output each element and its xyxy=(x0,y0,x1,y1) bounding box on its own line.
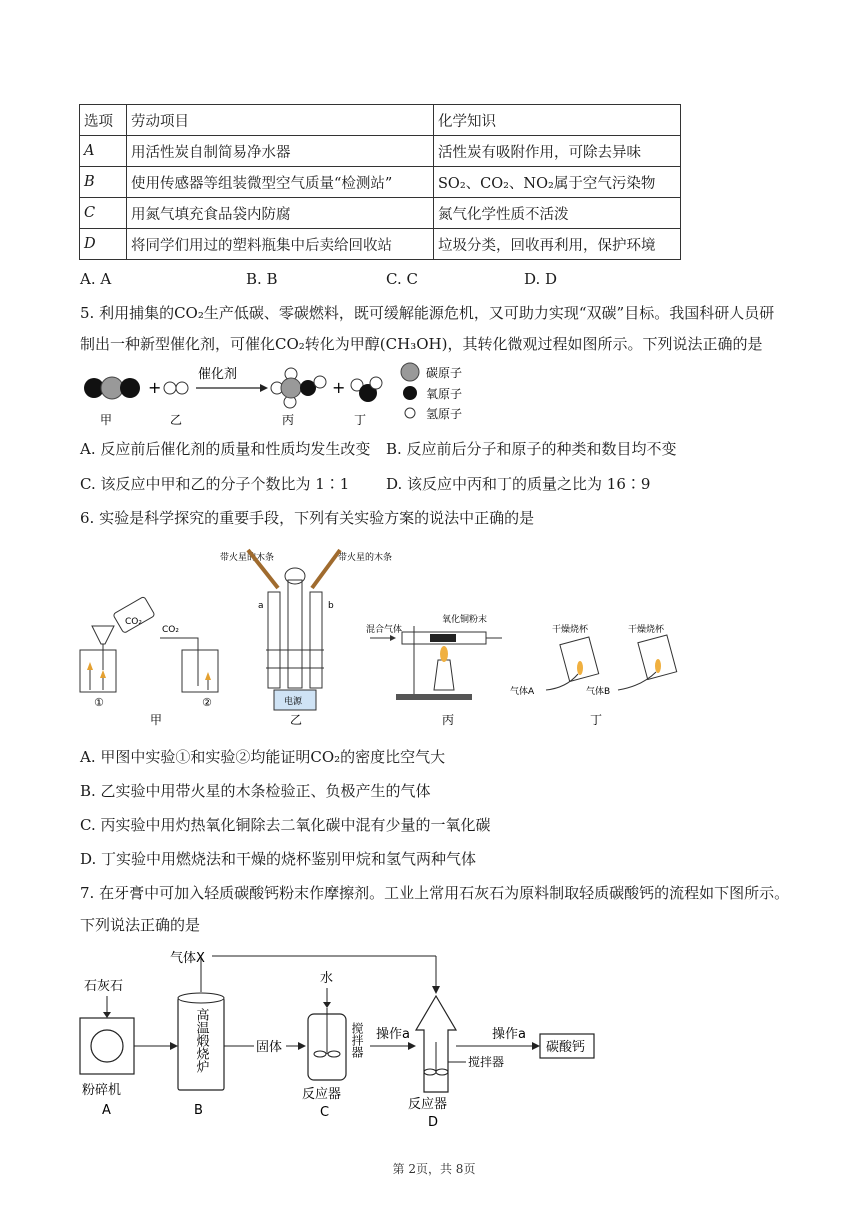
plus-sign: + xyxy=(148,378,162,397)
crusher-icon xyxy=(80,1018,134,1074)
product-label: 碳酸钙 xyxy=(546,1040,586,1055)
q5-option-a: A. 反应前后催化剂的质量和性质均发生改变 xyxy=(80,440,371,458)
q5-stem-line2: 制出一种新型催化剂，可催化CO₂转化为甲醇(CH₃OH)，其转化微观过程如图所示。下列说法正确的是 xyxy=(80,335,763,353)
label-jia: 甲 xyxy=(150,713,163,727)
q6-experiment-diagram xyxy=(70,540,710,740)
label-ding: 丁 xyxy=(354,413,367,427)
reactor-c-label: 反应器 xyxy=(302,1087,342,1102)
tube-a-label: a xyxy=(258,601,264,611)
legend-hydrogen: 氢原子 xyxy=(426,407,463,421)
label-bing: 丙 xyxy=(282,413,295,427)
table-cell: D xyxy=(80,229,127,260)
experiment-bing xyxy=(366,613,502,700)
q4-table xyxy=(79,104,681,260)
q4-option-d: D. D xyxy=(524,270,558,288)
tube-b-label: b xyxy=(328,601,334,611)
solid-label: 固体 xyxy=(256,1040,283,1055)
hydrogen-atom-icon xyxy=(405,408,415,418)
dry-beaker-label-1: 干燥烧杯 xyxy=(552,625,589,635)
table-cell: 氮气化学性质不活泼 xyxy=(434,198,681,229)
molecule-co2-icon xyxy=(84,377,140,399)
page-footer: 第 2页，共 8页 xyxy=(392,1162,476,1176)
splint-left-label: 带火星的木条 xyxy=(220,553,275,563)
label-bing: 丙 xyxy=(442,713,455,727)
q7-stem-line1: 7. 在牙膏中可加入轻质碳酸钙粉末作摩擦剂。工业上常用石灰石为原料制取轻质碳酸钙的流程如下图所示。 xyxy=(80,884,790,902)
table-cell: 垃圾分类，回收再利用，保护环境 xyxy=(434,229,681,260)
q5-option-b: B. 反应前后分子和原子的种类和数目均不变 xyxy=(386,440,677,458)
letter-b: B xyxy=(194,1103,203,1118)
experiment-ding xyxy=(510,623,677,697)
letter-a: A xyxy=(102,1103,111,1118)
molecule-ch3oh-icon xyxy=(271,368,326,408)
circle-label-1: ① xyxy=(94,696,104,709)
molecule-h2o-icon xyxy=(351,377,382,402)
reactor-d-label: 反应器 xyxy=(408,1097,448,1112)
carbon-atom-icon xyxy=(401,363,419,381)
furnace-label: 高温煅烧炉 xyxy=(193,1008,209,1073)
stirrer-d-label: 搅拌器 xyxy=(468,1055,505,1069)
table-header-cell: 劳动项目 xyxy=(127,105,434,136)
splint-right-label: 带火星的木条 xyxy=(338,553,393,563)
cuo-label: 氧化铜粉末 xyxy=(442,615,488,625)
q7-stem-line2: 下列说法正确的是 xyxy=(80,916,201,934)
table-row xyxy=(80,167,681,198)
q5-stem-line1: 5. 利用捕集的CO₂生产低碳、零碳燃料，既可缓解能源危机，又可助力实现“双碳”目标。我国科研人员研 xyxy=(80,304,775,322)
q5-molecule-diagram xyxy=(70,358,490,432)
experiment-jia-1 xyxy=(80,596,155,709)
q5-option-d: D. 该反应中丙和丁的质量之比为 16∶9 xyxy=(386,475,651,493)
crusher-label: 粉碎机 xyxy=(82,1083,122,1098)
table-cell: 使用传感器等组装微型空气质量“检测站” xyxy=(127,167,434,198)
table-cell: A xyxy=(80,136,127,167)
co2-bottle-label: CO₂ xyxy=(125,617,142,627)
reactor-d-icon xyxy=(416,996,456,1092)
power-label: 电源 xyxy=(284,697,303,707)
table-header-row xyxy=(80,105,681,136)
letter-d: D xyxy=(428,1115,439,1130)
table-cell: 将同学们用过的塑料瓶集中后卖给回收站 xyxy=(127,229,434,260)
q6-option-d: D. 丁实验中用燃烧法和干燥的烧杯鉴别甲烷和氢气两种气体 xyxy=(80,850,477,868)
oxygen-atom-icon xyxy=(403,386,417,400)
stirrer-c-label: 搅拌器 xyxy=(350,1022,364,1058)
q7-process-flow xyxy=(70,942,630,1132)
operation-a-label-1: 操作a xyxy=(376,1027,410,1042)
legend-oxygen: 氧原子 xyxy=(426,387,463,401)
co2-tube-label: CO₂ xyxy=(162,625,179,635)
gas-x-label: 气体X xyxy=(170,951,205,966)
mixed-gas-label: 混合气体 xyxy=(366,625,403,635)
table-cell: B xyxy=(80,167,127,198)
water-label: 水 xyxy=(320,971,334,986)
table-header-cell: 化学知识 xyxy=(434,105,681,136)
table-header-cell: 选项 xyxy=(80,105,127,136)
label-yi: 乙 xyxy=(170,413,183,427)
table-cell: SO₂、CO₂、NO₂属于空气污染物 xyxy=(434,167,681,198)
table-row xyxy=(80,198,681,229)
table-cell: 用氮气填充食品袋内防腐 xyxy=(127,198,434,229)
reactor-c-icon xyxy=(308,1008,346,1080)
q4-option-a: A. A xyxy=(80,270,112,288)
label-ding: 丁 xyxy=(590,713,603,727)
operation-a-label-2: 操作a xyxy=(492,1027,526,1042)
plus-sign: + xyxy=(332,378,346,397)
table-row xyxy=(80,136,681,167)
q6-stem: 6. 实验是科学探究的重要手段，下列有关实验方案的说法中正确的是 xyxy=(80,509,535,527)
q6-option-b: B. 乙实验中用带火星的木条检验正、负极产生的气体 xyxy=(80,782,431,800)
table-row xyxy=(80,229,681,260)
gas-b-label: 气体B xyxy=(586,687,611,697)
table-cell: C xyxy=(80,198,127,229)
q4-option-c: C. C xyxy=(386,270,418,288)
table-cell: 用活性炭自制简易净水器 xyxy=(127,136,434,167)
gas-a-label: 气体A xyxy=(510,687,535,697)
q6-option-a: A. 甲图中实验①和实验②均能证明CO₂的密度比空气大 xyxy=(80,748,446,766)
table-cell: 活性炭有吸附作用，可除去异味 xyxy=(434,136,681,167)
q6-option-c: C. 丙实验中用灼热氧化铜除去二氧化碳中混有少量的一氧化碳 xyxy=(80,816,491,834)
limestone-label: 石灰石 xyxy=(84,979,124,994)
q5-option-c: C. 该反应中甲和乙的分子个数比为 1∶1 xyxy=(80,475,350,493)
catalyst-label: 催化剂 xyxy=(198,367,238,382)
molecule-h2-icon xyxy=(164,382,188,394)
label-yi: 乙 xyxy=(290,713,303,727)
experiment-jia-2 xyxy=(160,625,218,709)
legend-carbon: 碳原子 xyxy=(426,366,463,380)
label-jia: 甲 xyxy=(100,413,113,427)
letter-c: C xyxy=(320,1105,330,1120)
q4-option-b: B. B xyxy=(246,270,278,288)
circle-label-2: ② xyxy=(202,696,212,709)
dry-beaker-label-2: 干燥烧杯 xyxy=(628,625,665,635)
